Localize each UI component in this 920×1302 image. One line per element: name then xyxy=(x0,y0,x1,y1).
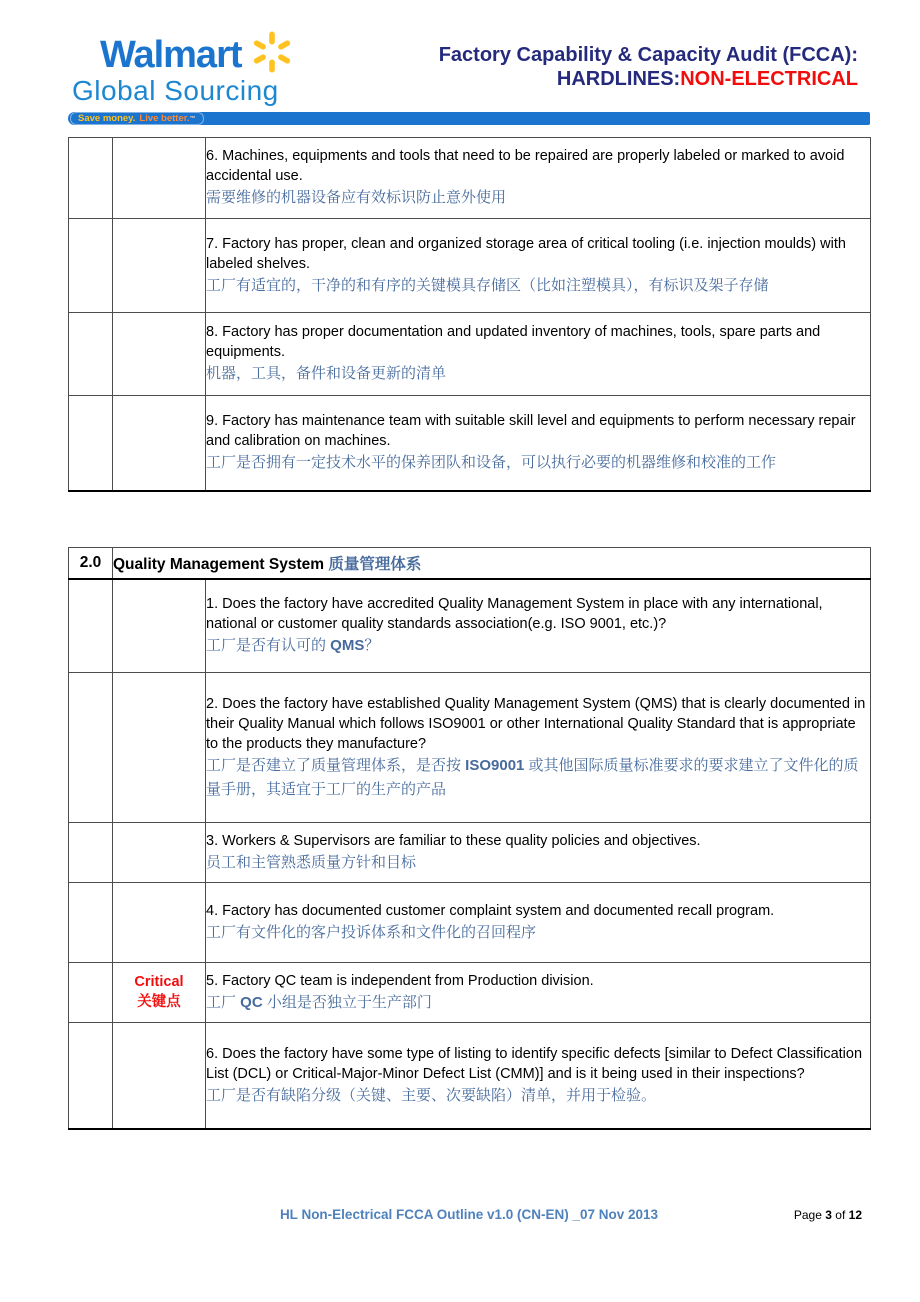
question-text-cn: 需要维修的机器设备应有效标识防止意外使用 xyxy=(206,189,507,207)
question-cell xyxy=(206,396,871,491)
walmart-logo xyxy=(72,36,294,107)
audit-table-maintenance xyxy=(68,137,871,492)
table-row xyxy=(69,396,871,491)
score-cell xyxy=(69,313,113,396)
section-title-cn: 质量管理体系 xyxy=(328,555,422,573)
question-text-cn: 工厂有适宜的，干净的和有序的关键模具存储区（比如注塑模具），有标识及架子存储 xyxy=(206,276,769,294)
question-cell xyxy=(206,579,871,673)
title-line2 xyxy=(439,68,858,92)
title-line1: Factory Capability & Capacity Audit (FCCA): xyxy=(438,44,858,66)
question-text-en: 2. Does the factory have established Quality Management System (QMS) that is clearly documented in their Quality Manual which follows ISO9001 or other International Quality Standard that is appropriate to the products they manufacture? xyxy=(206,696,866,753)
title-non-electrical: NON-ELECTRICAL xyxy=(680,67,858,90)
critical-cell xyxy=(113,579,206,673)
critical-cell xyxy=(113,219,206,313)
question-text-en: 7. Factory has proper, clean and organized storage area of critical tooling (i.e. injection moulds) with labeled shelves. xyxy=(206,235,846,272)
table-row xyxy=(69,883,871,963)
question-text-cn: 工厂是否有认可的 QMS？ xyxy=(206,637,380,655)
question-cell xyxy=(206,963,871,1023)
footer-document-title: HL Non-Electrical FCCA Outline v1.0 (CN-EN) _07 Nov 2013 xyxy=(279,1207,659,1222)
critical-cell xyxy=(113,138,206,219)
question-text-cn: 工厂 QC 小组是否独立于生产部门 xyxy=(206,993,432,1011)
table-row xyxy=(69,138,871,219)
page-footer xyxy=(68,1207,870,1227)
question-text-cn: 工厂是否建立了质量管理体系，是否按 ISO9001 或其他国际质量标准要求的要求建立了文件化的质量手册，其适宜于工厂的生产的产品 xyxy=(206,757,859,798)
question-cell xyxy=(206,219,871,313)
question-text-en: 9. Factory has maintenance team with suitable skill level and equipments to perform necessary repair and calibration on machines. xyxy=(206,413,856,450)
critical-cell xyxy=(113,673,206,823)
walmart-spark-icon xyxy=(250,30,294,74)
table-row xyxy=(69,823,871,883)
section-header-row xyxy=(69,548,871,579)
table-row-critical xyxy=(69,963,871,1023)
question-text-cn: 机器，工具，备件和设备更新的清单 xyxy=(206,365,447,383)
critical-cell xyxy=(113,823,206,883)
score-cell xyxy=(69,823,113,883)
trademark-symbol: ™ xyxy=(189,115,196,122)
score-cell xyxy=(69,1023,113,1129)
tagline-bar xyxy=(68,112,870,125)
critical-label-cn: 关键点 xyxy=(137,993,181,1010)
question-text-en: 1. Does the factory have accredited Quality Management System in place with any international, national or customer quality standards association(e.g. ISO 9001, etc.)? xyxy=(206,596,823,633)
document-title xyxy=(439,44,858,91)
section-title xyxy=(113,548,871,579)
audit-table-qms xyxy=(68,547,871,1130)
score-cell xyxy=(69,673,113,823)
table-row xyxy=(69,1023,871,1129)
critical-cell xyxy=(113,883,206,963)
table-row xyxy=(69,673,871,823)
critical-label-en: Critical xyxy=(134,973,184,990)
walmart-wordmark: Walmart xyxy=(100,34,242,76)
question-text-en: 5. Factory QC team is independent from Production division. xyxy=(206,972,594,989)
title-hardlines: HARDLINES: xyxy=(556,67,681,90)
question-text-en: 3. Workers & Supervisors are familiar to these quality policies and objectives. xyxy=(206,832,701,849)
question-cell xyxy=(206,823,871,883)
question-cell xyxy=(206,673,871,823)
score-cell xyxy=(69,963,113,1023)
tagline-text: Save money. Live better. ™ xyxy=(70,112,204,125)
global-sourcing-label: Global Sourcing xyxy=(72,75,279,106)
question-text-cn: 员工和主管熟悉质量方针和目标 xyxy=(206,853,417,871)
question-text-cn: 工厂有文件化的客户投诉体系和文件化的召回程序 xyxy=(206,923,537,941)
question-cell xyxy=(206,883,871,963)
score-cell xyxy=(69,219,113,313)
critical-cell xyxy=(113,313,206,396)
question-text-en: 4. Factory has documented customer complaint system and documented recall program. xyxy=(206,902,775,919)
score-cell xyxy=(69,138,113,219)
question-cell xyxy=(206,313,871,396)
question-cell xyxy=(206,138,871,219)
table-row xyxy=(69,313,871,396)
question-text-en: 6. Does the factory have some type of listing to identify specific defects [similar to Defect Classification List (DCL) or Critical-Major-Minor Defect List (CMM)] and is it being used in their inspections? xyxy=(206,1045,863,1082)
question-text-en: 6. Machines, equipments and tools that need to be repaired are properly labeled or marked to avoid accidental use. xyxy=(206,148,845,185)
question-text-en: 8. Factory has proper documentation and updated inventory of machines, tools, spare parts and equipments. xyxy=(206,324,821,361)
question-text-cn: 工厂是否有缺陷分级（关键、主要、次要缺陷）清单，并用于检验。 xyxy=(206,1086,657,1104)
score-cell xyxy=(69,396,113,491)
table-row xyxy=(69,579,871,673)
footer-page-number: Page 3 of 12 xyxy=(793,1208,862,1222)
question-cell xyxy=(206,1023,871,1129)
score-cell xyxy=(69,579,113,673)
question-text-cn: 工厂是否拥有一定技术水平的保养团队和设备，可以执行必要的机器维修和校准的工作 xyxy=(206,454,777,472)
critical-cell xyxy=(113,396,206,491)
critical-cell xyxy=(113,963,206,1023)
table-row xyxy=(69,219,871,313)
section-number: 2.0 xyxy=(69,548,113,579)
section-title-en: Quality Management System xyxy=(113,555,329,573)
critical-cell xyxy=(113,1023,206,1129)
score-cell xyxy=(69,883,113,963)
